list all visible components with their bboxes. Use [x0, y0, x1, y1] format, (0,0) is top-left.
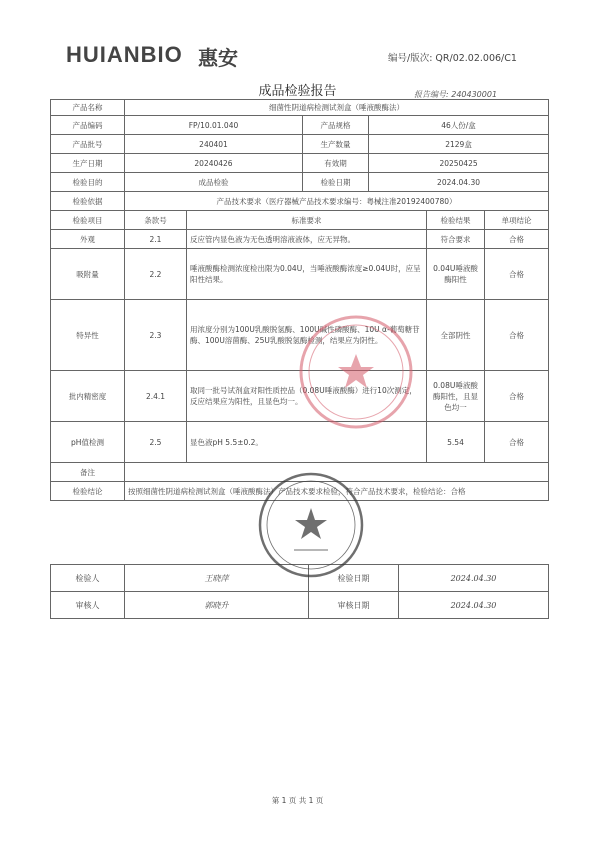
- row-item: 批内精密度: [51, 371, 125, 422]
- red-seal-stamp: [296, 312, 416, 432]
- header-verdict: 单项结论: [485, 211, 549, 230]
- row-item: 外观: [51, 230, 125, 249]
- header-result: 检验结果: [427, 211, 485, 230]
- reviewer-signature: 郭晓升: [125, 592, 309, 619]
- row-result: 0.08U唾液酸酶阳性，且显色均一: [427, 371, 485, 422]
- row-result: 0.04U唾液酸酶阳性: [427, 249, 485, 300]
- inspect-date: 2024.04.30: [369, 173, 549, 192]
- row-verdict: 合格: [485, 371, 549, 422]
- batch-label: 产品批号: [51, 135, 125, 154]
- reviewer-label: 审核人: [51, 592, 125, 619]
- remarks-label: 备注: [51, 463, 125, 482]
- sign-inspect-date-label: 检验日期: [309, 565, 399, 592]
- row-item: 吸附量: [51, 249, 125, 300]
- inspector-signature: 王晓萍: [125, 565, 309, 592]
- product-code: FP/10.01.040: [125, 116, 303, 135]
- batch: 240401: [125, 135, 303, 154]
- row-clause: 2.2: [125, 249, 187, 300]
- review-date: 2024.04.30: [399, 592, 549, 619]
- conclusion: 按照细菌性阴道病检测试剂盒（唾液酸酶法）产品技术要求检验，符合产品技术要求，检验结论：合格: [125, 482, 549, 501]
- expiry-label: 有效期: [303, 154, 369, 173]
- header-requirement: 标准要求: [187, 211, 427, 230]
- inspection-table: [50, 99, 549, 501]
- expiry: 20250425: [369, 154, 549, 173]
- row-requirement: 唾液酸酶检测浓度检出限为0.04U，当唾液酸酶浓度≥0.04U时，应呈阳性结果。: [187, 249, 427, 300]
- company-logo: HUIANBIO: [66, 42, 183, 67]
- row-verdict: 合格: [485, 300, 549, 371]
- qc-seal-stamp: [256, 470, 366, 580]
- row-clause: 2.3: [125, 300, 187, 371]
- row-item: 特异性: [51, 300, 125, 371]
- inspect-date-label: 检验日期: [303, 173, 369, 192]
- sign-inspect-date: 2024.04.30: [399, 565, 549, 592]
- qty-label: 生产数量: [303, 135, 369, 154]
- product-code-label: 产品编码: [51, 116, 125, 135]
- row-result: 符合要求: [427, 230, 485, 249]
- row-verdict: 合格: [485, 249, 549, 300]
- product-name: 细菌性阴道病检测试剂盒（唾液酸酶法）: [125, 100, 549, 116]
- row-clause: 2.4.1: [125, 371, 187, 422]
- page-title: 成品检验报告: [258, 84, 337, 99]
- row-requirement: 显色液pH 5.5±0.2。: [187, 422, 427, 463]
- mfg-date: 20240426: [125, 154, 303, 173]
- page-footer: 第 1 页 共 1 页: [271, 796, 324, 805]
- purpose-label: 检验目的: [51, 173, 125, 192]
- product-name-label: 产品名称: [51, 100, 125, 116]
- basis-label: 检验依据: [51, 192, 125, 211]
- row-requirement: 取同一批号试剂盒对阳性质控品（0.08U唾液酸酶）进行10次测定，反应结果应为阳性，且显色均一。: [187, 371, 427, 422]
- row-clause: 2.1: [125, 230, 187, 249]
- inspector-label: 检验人: [51, 565, 125, 592]
- report-number: 报告编号: 240430001: [414, 90, 498, 99]
- qty: 2129盒: [369, 135, 549, 154]
- table-row: [51, 230, 549, 249]
- review-date-label: 审核日期: [309, 592, 399, 619]
- row-item: pH值检测: [51, 422, 125, 463]
- basis: 产品技术要求（医疗器械产品技术要求编号：粤械注准20192400780）: [125, 192, 549, 211]
- row-verdict: 合格: [485, 230, 549, 249]
- row-result: 全部阴性: [427, 300, 485, 371]
- row-result: 5.54: [427, 422, 485, 463]
- spec-label: 产品规格: [303, 116, 369, 135]
- mfg-date-label: 生产日期: [51, 154, 125, 173]
- purpose: 成品检验: [125, 173, 303, 192]
- table-row: [51, 249, 549, 300]
- conclusion-label: 检验结论: [51, 482, 125, 501]
- row-requirement: 用浓度分别为100U乳酸脱氢酶、100U碱性磷酸酶、10U α-葡萄糖苷酶、100U溶菌酶、25U乳酸脱氢酶检测，结果应为阴性。: [187, 300, 427, 371]
- company-logo-cn: 惠安: [198, 46, 238, 70]
- row-clause: 2.5: [125, 422, 187, 463]
- spec: 46人份/盒: [369, 116, 549, 135]
- header-item: 检验项目: [51, 211, 125, 230]
- row-requirement: 反应管内显色液为无色透明溶液液体，应无异物。: [187, 230, 427, 249]
- row-verdict: 合格: [485, 422, 549, 463]
- document-number: 编号/版次: QR/02.02.006/C1: [388, 53, 517, 64]
- header-clause: 条款号: [125, 211, 187, 230]
